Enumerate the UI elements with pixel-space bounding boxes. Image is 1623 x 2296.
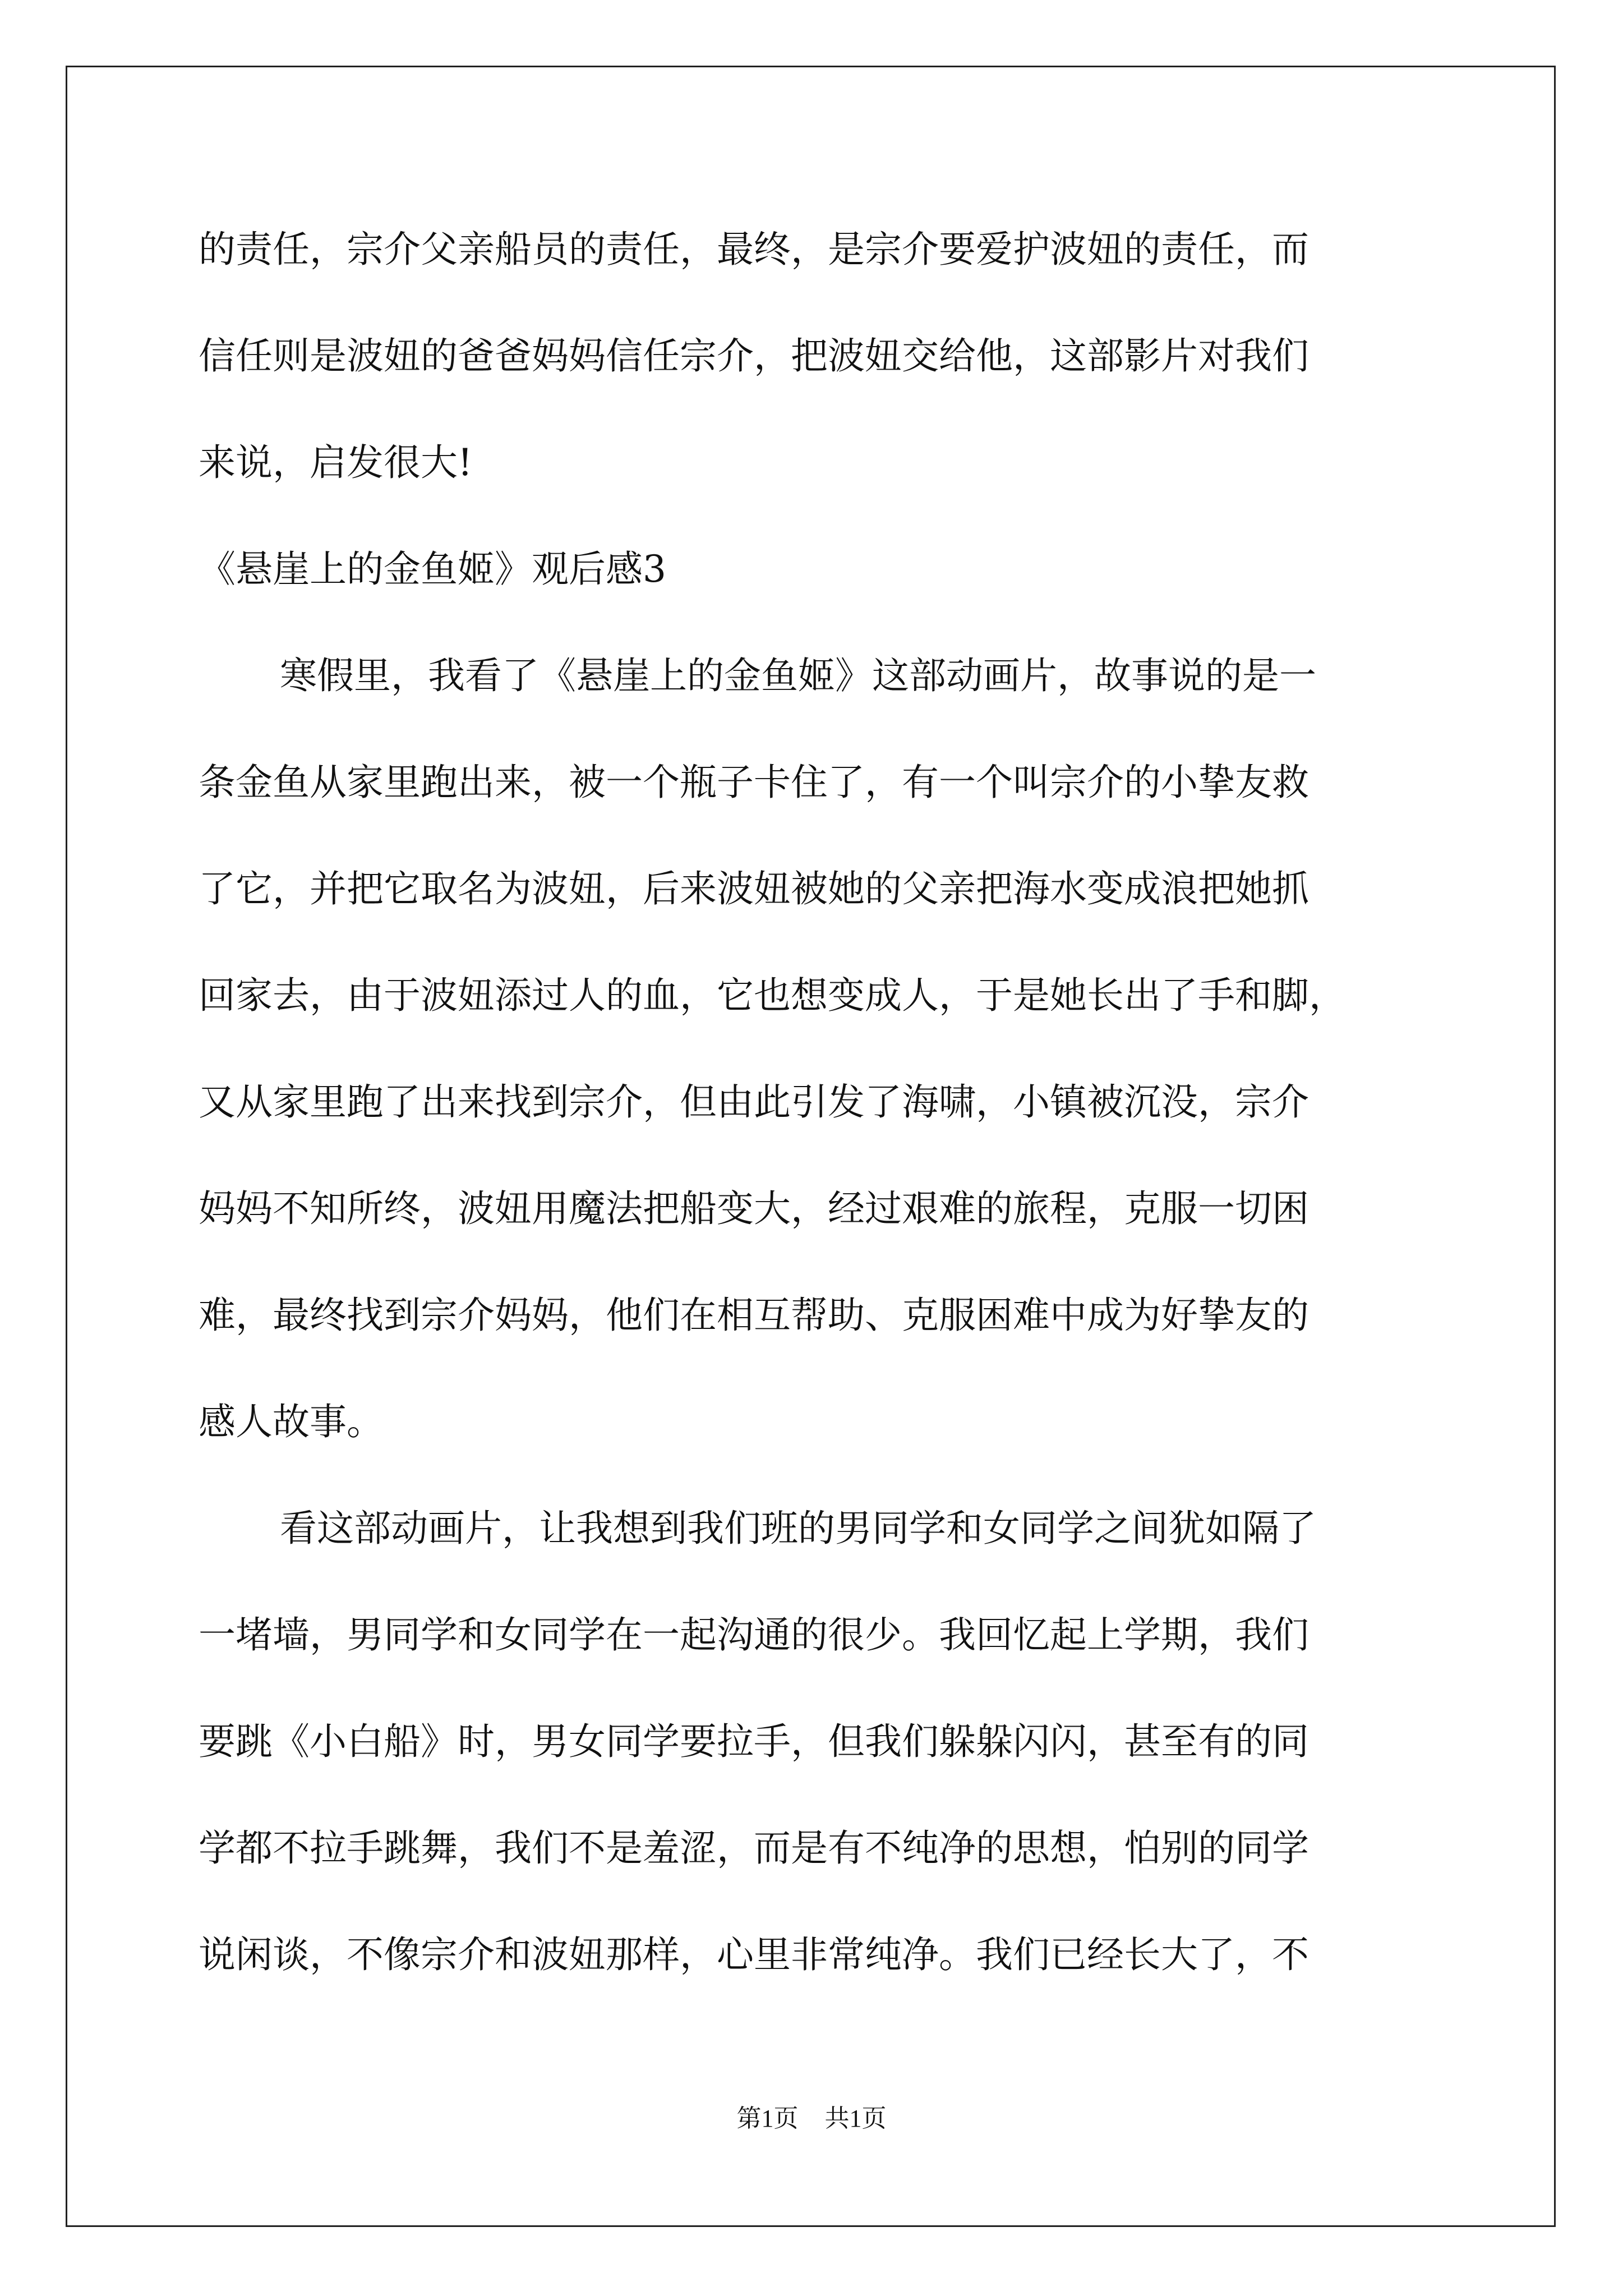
document-body (199, 216, 1432, 2028)
text-line: 要跳《小白船》时，男女同学要拉手，但我们躲躲闪闪，甚至有的同 (199, 1720, 1309, 1763)
text-line: 感人故事。 (199, 1400, 384, 1443)
page-total: 共1页 (824, 2105, 887, 2132)
text-line: 难，最终找到宗介妈妈，他们在相互帮助、克服困难中成为好挚友的 (199, 1294, 1309, 1337)
page-number: 第1页 (736, 2105, 799, 2132)
text-line: 又从家里跑了出来找到宗介，但由此引发了海啸，小镇被沉没，宗介 (199, 1080, 1309, 1124)
text-line: 寒假里，我看了《悬崖上的金鱼姬》这部动画片，故事说的是一 (280, 654, 1316, 697)
text-line: 说闲谈，不像宗介和波妞那样，心里非常纯净。我们已经长大了，不 (199, 1933, 1309, 1976)
text-line: 一堵墙，男同学和女同学在一起沟通的很少。我回忆起上学期，我们 (199, 1613, 1309, 1657)
text-line: 来说，启发很大! (199, 441, 473, 484)
text-line: 的责任，宗介父亲船员的责任，最终，是宗介要爱护波妞的责任，而 (199, 228, 1309, 271)
page-footer (0, 2098, 1623, 2134)
text-line: 看这部动画片，让我想到我们班的男同学和女同学之间犹如隔了 (280, 1507, 1316, 1550)
text-line: 信任则是波妞的爸爸妈妈信任宗介，把波妞交给他，这部影片对我们 (199, 334, 1309, 378)
text-line: 条金鱼从家里跑出来，被一个瓶子卡住了，有一个叫宗介的小挚友救 (199, 761, 1309, 804)
section-heading: 《悬崖上的金鱼姬》观后感3 (199, 547, 666, 591)
text-line: 了它，并把它取名为波妞，后来波妞被她的父亲把海水变成浪把她抓 (199, 867, 1309, 910)
text-line: 妈妈不知所终，波妞用魔法把船变大，经过艰难的旅程，克服一切困 (199, 1187, 1309, 1230)
text-line: 学都不拉手跳舞，我们不是羞涩，而是有不纯净的思想，怕别的同学 (199, 1826, 1309, 1870)
text-line: 回家去，由于波妞添过人的血，它也想变成人，于是她长出了手和脚， (199, 974, 1346, 1017)
